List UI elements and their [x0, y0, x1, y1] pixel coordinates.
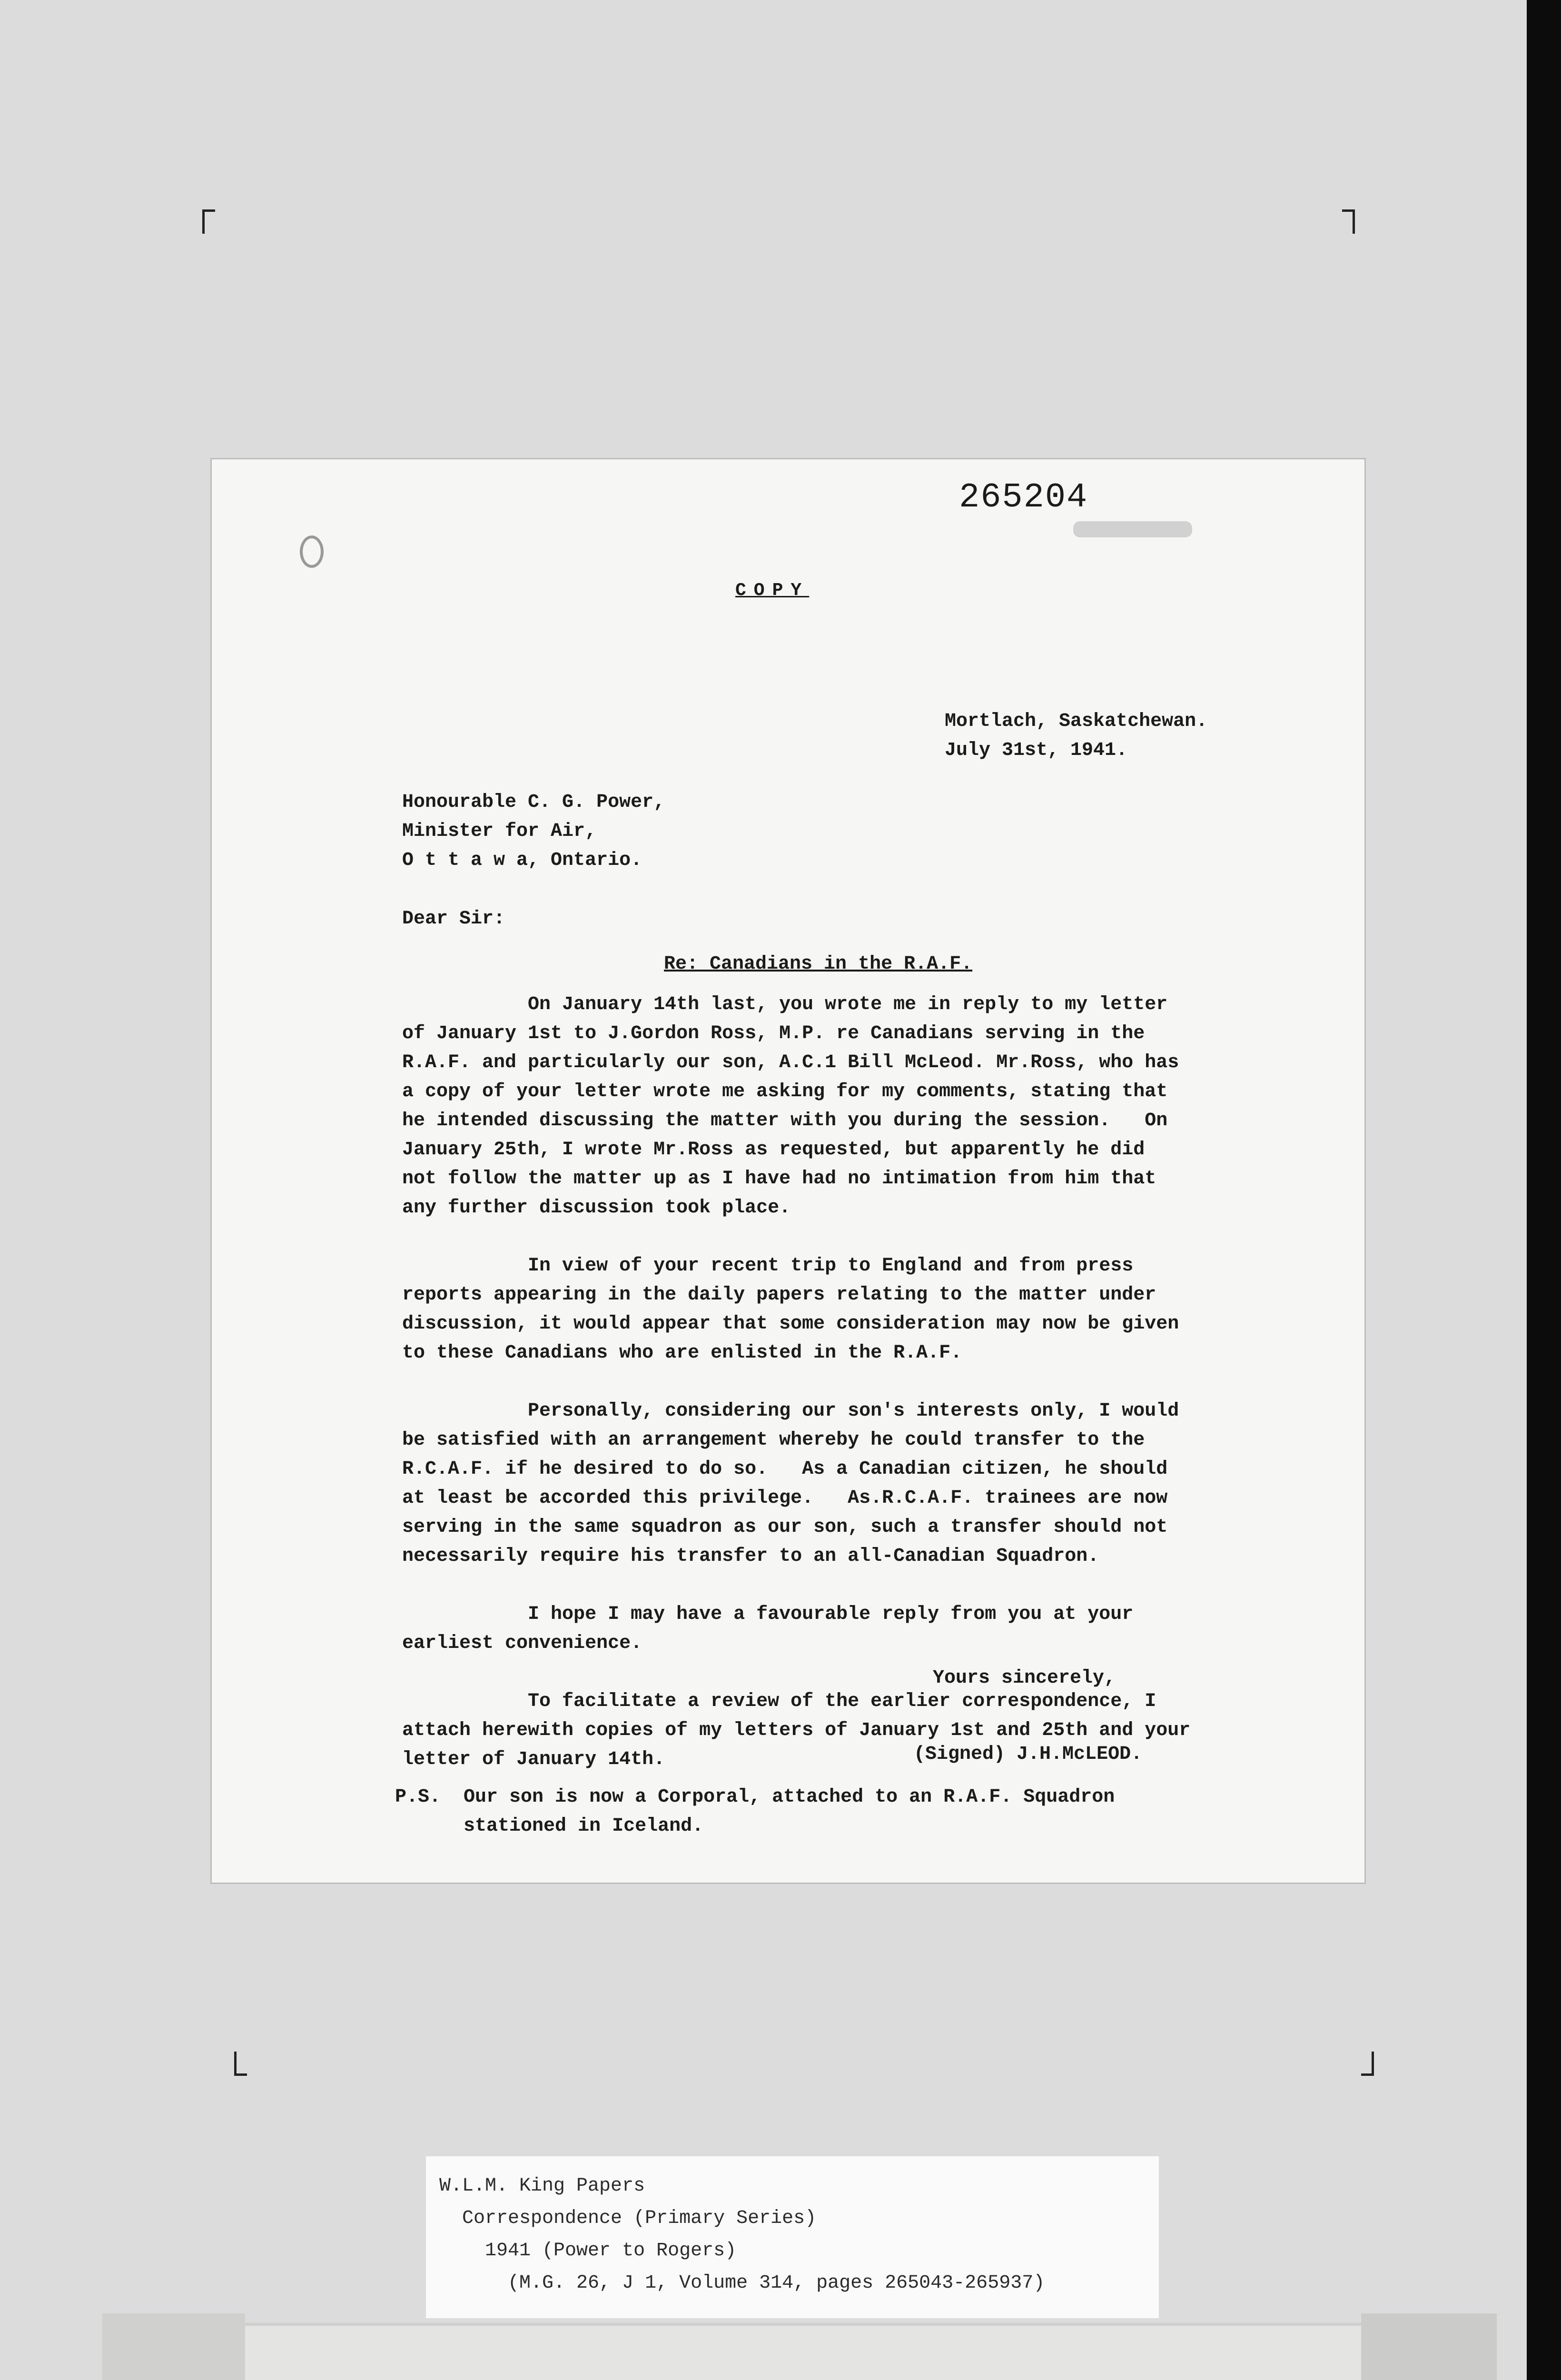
- body-line: R.A.F. and particularly our son, A.C.1 Bill McLeod. Mr.Ross, who has: [402, 1052, 1179, 1073]
- signature: (Signed) J.H.McLEOD.: [914, 1744, 1143, 1765]
- closing: Yours sincerely,: [933, 1667, 1116, 1689]
- body-line: serving in the same squadron as our son, such a transfer should not: [402, 1517, 1168, 1538]
- body-line: attach herewith copies of my letters of January 1st and 25th and your: [402, 1720, 1191, 1741]
- recipient-title: Minister for Air,: [402, 821, 597, 842]
- archives-banner: [102, 2323, 1497, 2380]
- body-line: earliest convenience.: [402, 1633, 642, 1654]
- letter-date: July 31st, 1941.: [945, 740, 1128, 761]
- postscript: [395, 1783, 1115, 1841]
- body-line: discussion, it would appear that some consideration may now be given: [402, 1313, 1179, 1335]
- copy-heading: COPY: [735, 580, 810, 601]
- body-line: reports appearing in the daily papers relating to the matter under: [402, 1284, 1156, 1306]
- body-line: January 25th, I wrote Mr.Ross as requested, but apparently he did: [402, 1139, 1145, 1160]
- sender-place: Mortlach, Saskatchewan.: [945, 711, 1208, 732]
- stamp-smudge: [1073, 521, 1192, 537]
- body-line: to these Canadians who are enlisted in the R.A.F.: [402, 1342, 962, 1364]
- archive-reference-label: [426, 2156, 1159, 2318]
- body-line: any further discussion took place.: [402, 1197, 791, 1219]
- crop-mark-bottom-right: [1361, 2052, 1374, 2076]
- subject-line: Re: Canadians in the R.A.F.: [664, 953, 973, 975]
- body-line: In view of your recent trip to England and from press: [402, 1255, 1134, 1277]
- salutation: Dear Sir:: [402, 908, 505, 930]
- document-number: 265204: [959, 478, 1088, 517]
- postscript-line: P.S. Our son is now a Corporal, attached to an R.A.F. Squadron: [395, 1786, 1115, 1808]
- recipient-city: O t t a w a, Ontario.: [402, 850, 642, 871]
- letter-body: [402, 990, 1190, 1774]
- body-line: not follow the matter up as I have had no intimation from him that: [402, 1168, 1156, 1190]
- body-line: necessarily require his transfer to an all-Canadian Squadron.: [402, 1546, 1099, 1567]
- sender-address: [945, 707, 1207, 765]
- recipient-address: [402, 788, 665, 875]
- label-line: Correspondence (Primary Series): [439, 2208, 817, 2229]
- body-line: I hope I may have a favourable reply from you at your: [402, 1604, 1134, 1625]
- body-line: he intended discussing the matter with you during the session. On: [402, 1110, 1168, 1131]
- letter-page: [212, 459, 1364, 1883]
- body-line: Personally, considering our son's interests only, I would: [402, 1400, 1179, 1422]
- label-line: 1941 (Power to Rogers): [439, 2240, 737, 2261]
- postscript-line: stationed in Iceland.: [395, 1815, 704, 1837]
- banner-left-tab: [102, 2313, 245, 2380]
- crop-mark-top-left: [202, 209, 215, 234]
- body-line: at least be accorded this privilege. As.R.C.A.F. trainees are now: [402, 1488, 1168, 1509]
- film-edge: [1527, 0, 1561, 2380]
- body-line: On January 14th last, you wrote me in reply to my letter: [402, 994, 1168, 1015]
- label-line: W.L.M. King Papers: [439, 2175, 645, 2197]
- label-line: (M.G. 26, J 1, Volume 314, pages 265043-265937): [439, 2272, 1045, 2294]
- punch-hole: [300, 536, 324, 568]
- recipient-name: Honourable C. G. Power,: [402, 792, 665, 813]
- body-line: R.C.A.F. if he desired to do so. As a Canadian citizen, he should: [402, 1458, 1168, 1480]
- crop-mark-bottom-left: [234, 2052, 247, 2076]
- body-line: letter of January 14th.: [402, 1749, 665, 1770]
- crop-mark-top-right: [1342, 209, 1355, 234]
- body-line: To facilitate a review of the earlier correspondence, I: [402, 1691, 1156, 1712]
- banner-right-tab: [1361, 2313, 1497, 2380]
- body-line: be satisfied with an arrangement whereby he could transfer to the: [402, 1429, 1145, 1451]
- body-line: a copy of your letter wrote me asking for my comments, stating that: [402, 1081, 1168, 1102]
- body-line: of January 1st to J.Gordon Ross, M.P. re Canadians serving in the: [402, 1023, 1145, 1044]
